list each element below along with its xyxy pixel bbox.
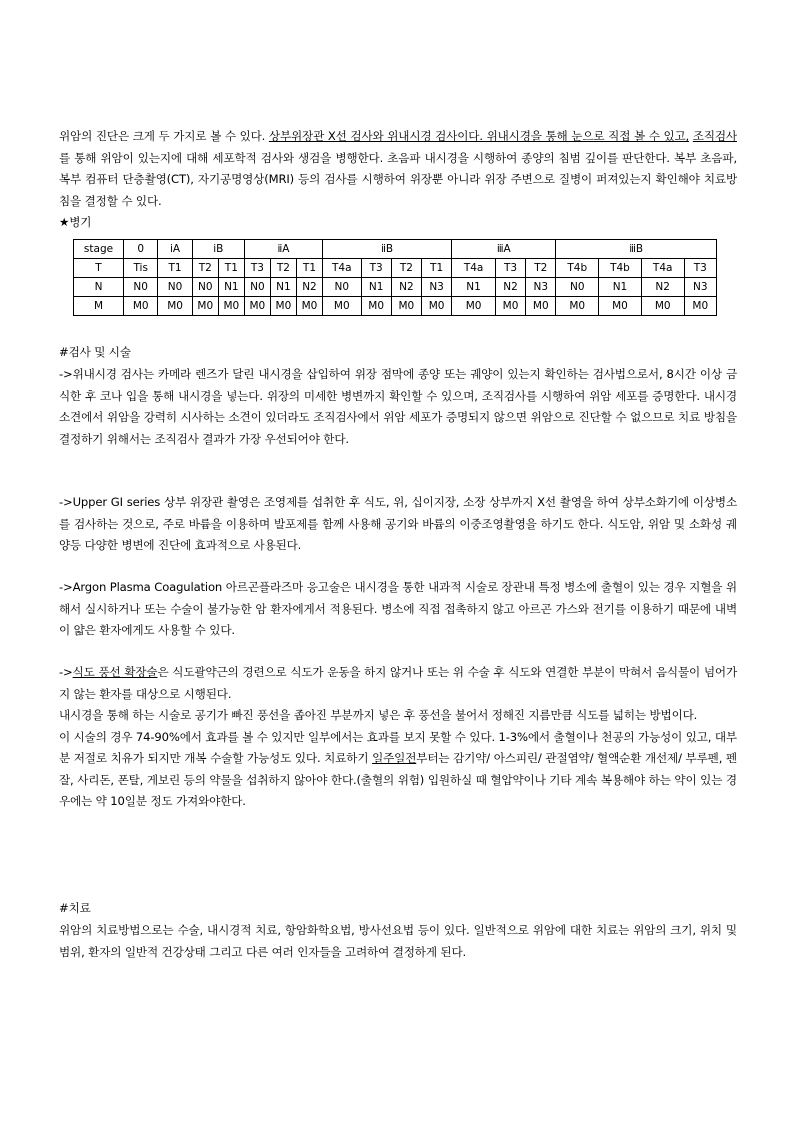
- upper-gi-paragraph: [59, 492, 737, 557]
- staging-table: [73, 239, 717, 316]
- table-header-cell: ⅱA: [244, 240, 322, 259]
- table-cell: T3: [244, 259, 270, 278]
- balloon-caution-text: 부터는 감기약/ 아스피린/ 관절염약/ 혈액순환 개선제/ 부루펜, 펜잘, 사리돈, 폰탈, 게보린 등의 약물을 섭취하지 않아야 한다.(출혈의 위험) 입원하실 때 혈압약이나 기타 계속 복용해야 하는 약이 있는 경우에는 약 10일분 정도 가져와야한다.: [59, 751, 737, 808]
- exam-heading: [59, 342, 737, 364]
- table-cell: N0: [192, 278, 218, 297]
- table-cell: Tis: [124, 259, 158, 278]
- table-cell: N: [74, 278, 124, 297]
- table-cell: T1: [421, 259, 451, 278]
- table-cell: T1: [218, 259, 244, 278]
- table-cell: M0: [684, 297, 716, 316]
- table-cell: T4a: [323, 259, 362, 278]
- table-cell: T4b: [599, 259, 642, 278]
- table-header-cell: ⅲB: [556, 240, 717, 259]
- table-cell: N0: [323, 278, 362, 297]
- table-cell: T4a: [641, 259, 684, 278]
- treatment-paragraph: [59, 920, 737, 963]
- table-cell: T4b: [556, 259, 599, 278]
- table-cell: M0: [270, 297, 296, 316]
- table-cell: T4a: [452, 259, 496, 278]
- table-cell: T3: [495, 259, 525, 278]
- apc-text: ->Argon Plasma Coagulation 아르곤플라즈마 응고술은 내시경을 통한 내과적 시술로 장관내 특정 병소에 출혈이 있는 경우 지혈을 위해서 실시하거나 또는 수술이 불가능한 암 환자에게서 적용된다. 병소에 직접 접촉하지 않고 아르곤 가스와 전기를 이용하기 때문에 내벽이 얇은 환자에게도 사용할 수 있다.: [59, 580, 737, 637]
- balloon-dilation-paragraph: [59, 662, 737, 813]
- table-cell: M0: [556, 297, 599, 316]
- table-cell: T2: [192, 259, 218, 278]
- table-cell: M0: [361, 297, 391, 316]
- table-cell: T2: [526, 259, 556, 278]
- endoscopy-text: ->위내시경 검사는 카메라 렌즈가 달린 내시경을 삽입하여 위장 점막에 종양 또는 궤양이 있는지 확인하는 검사법으로서, 8시간 이상 금식한 후 코나 입을 통해 내시경을 넣는다. 위장의 미세한 병변까지 확인할 수 있으며, 조직검사를 시행하여 위암 세포를 증명한다. 내시경 소견에서 위암을 강력히 시사하는 소견이 있더라도 조직검사에서 위암 세포가 증명되지 않으면 위암으로 진단할 수 없으므로 치료 방침을 결정하기 위해서는 조직검사 결과가 가장 우선되어야 한다.: [59, 367, 737, 446]
- intro-underlined-text: 조직검사: [692, 129, 737, 143]
- table-cell: N2: [641, 278, 684, 297]
- table-cell: M: [74, 297, 124, 316]
- balloon-prefix: ->: [59, 665, 73, 679]
- staging-row-m: [74, 297, 717, 316]
- table-cell: M0: [158, 297, 192, 316]
- treatment-text: 위암의 치료방법으로는 수술, 내시경적 치료, 항암화학요법, 방사선요법 등이 있다. 일반적으로 위암에 대한 치료는 위암의 크기, 위치 및 범위, 환자의 일반적 건강상태 그리고 다른 여러 인자들을 고려하여 결정하게 된다.: [59, 923, 737, 959]
- treatment-heading-text: #치료: [59, 901, 91, 915]
- table-cell: N2: [391, 278, 421, 297]
- table-cell: M0: [599, 297, 642, 316]
- table-cell: T2: [391, 259, 421, 278]
- table-cell: M0: [452, 297, 496, 316]
- table-cell: M0: [124, 297, 158, 316]
- table-header-cell: ⅰA: [158, 240, 192, 259]
- table-cell: N0: [158, 278, 192, 297]
- table-cell: M0: [296, 297, 322, 316]
- table-header-cell: ⅲA: [452, 240, 556, 259]
- table-cell: N2: [495, 278, 525, 297]
- staging-row-t: [74, 259, 717, 278]
- table-header-cell: ⅱB: [323, 240, 452, 259]
- table-cell: N2: [296, 278, 322, 297]
- table-cell: N3: [421, 278, 451, 297]
- table-cell: M0: [244, 297, 270, 316]
- table-cell: T3: [361, 259, 391, 278]
- balloon-text: 은 식도괄약근의 경련으로 식도가 운동을 하지 않거나 또는 위 수술 후 식도와 연결한 부분이 막혀서 음식물이 넘어가지 않는 환자를 대상으로 시행된다.: [59, 665, 737, 701]
- upper-gi-text: ->Upper GI series 상부 위장관 촬영은 조영제를 섭취한 후 식도, 위, 십이지장, 소장 상부까지 X선 촬영을 하여 상부소화기에 이상병소를 검사하는 것으로, 주로 바륨을 이용하며 발포제를 함께 사용해 공기와 바륨의 이중조영촬영을 하기도 한다. 식도암, 위암 및 소화성 궤양등 다양한 병변에 진단에 효과적으로 사용된다.: [59, 495, 737, 552]
- table-header-cell: ⅰB: [192, 240, 244, 259]
- table-cell: M0: [323, 297, 362, 316]
- apc-paragraph: [59, 577, 737, 642]
- intro-text: 를 통해 위암이 있는지에 대해 세포학적 검사와 생검을 병행한다. 초음파 내시경을 시행하여 종양의 침범 깊이를 판단한다. 복부 초음파, 복부 컴퓨터 단층촬영(CT), 자기공명영상(MRI) 등의 검사를 시행하여 위장뿐 아니라 위장 주변으로 질병이 퍼져있는지 확인해야 치료방침을 결정할 수 있다.: [59, 150, 741, 208]
- table-cell: M0: [391, 297, 421, 316]
- table-cell: N3: [526, 278, 556, 297]
- table-cell: N1: [361, 278, 391, 297]
- table-cell: M0: [641, 297, 684, 316]
- table-cell: M0: [495, 297, 525, 316]
- table-cell: M0: [421, 297, 451, 316]
- table-cell: N1: [452, 278, 496, 297]
- staging-heading-text: ★병기: [59, 215, 92, 229]
- table-cell: N1: [270, 278, 296, 297]
- table-cell: T1: [158, 259, 192, 278]
- staging-header-row: [74, 240, 717, 259]
- table-cell: N0: [244, 278, 270, 297]
- balloon-term: 식도 풍선 확장술: [72, 665, 158, 679]
- one-week-before-text: 일주일전: [372, 751, 417, 765]
- table-cell: N1: [218, 278, 244, 297]
- balloon-method-text: 내시경을 통해 하는 시술로 공기가 빠진 풍선을 좁아진 부분까지 넣은 후 풍선을 불어서 정해진 지름만큼 식도를 넓히는 방법이다.: [59, 708, 698, 722]
- table-cell: N3: [684, 278, 716, 297]
- intro-text: 위암의 진단은 크게 두 가지로 볼 수 있다.: [59, 129, 269, 143]
- exam-heading-text: #검사 및 시술: [59, 345, 131, 359]
- staging-row-n: [74, 278, 717, 297]
- intro-paragraph: [59, 126, 741, 212]
- intro-underlined-text: 상부위장관 X선 검사와 위내시경 검사이다. 위내시경을 통해 눈으로 직접 볼 수 있고,: [268, 129, 690, 143]
- table-cell: N1: [599, 278, 642, 297]
- table-cell: M0: [218, 297, 244, 316]
- table-header-cell: 0: [124, 240, 158, 259]
- balloon-effect-text: 이 시술의 경우 74-90%에서 효과를 볼 수 있지만 일부에서는 효과를 보지 못할 수 있다. 1-3%에서 출혈이나 천공의 가능성이 있고, 대부분 저절로 치유가 되지만 개복 수술할 가능성도 있다. 치료하기: [59, 729, 737, 765]
- staging-heading: [59, 212, 737, 234]
- table-cell: T3: [684, 259, 716, 278]
- table-cell: M0: [192, 297, 218, 316]
- endoscopy-paragraph: [59, 364, 737, 450]
- table-cell: M0: [526, 297, 556, 316]
- table-cell: N0: [556, 278, 599, 297]
- treatment-heading: [59, 898, 737, 920]
- table-cell: T: [74, 259, 124, 278]
- table-cell: T1: [296, 259, 322, 278]
- table-header-cell: stage: [74, 240, 124, 259]
- table-cell: T2: [270, 259, 296, 278]
- table-cell: N0: [124, 278, 158, 297]
